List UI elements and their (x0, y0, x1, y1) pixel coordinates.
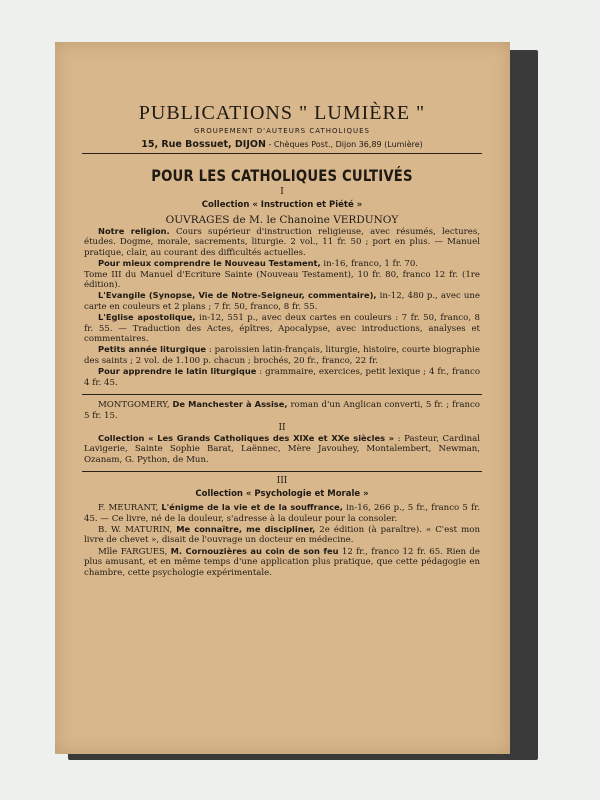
section-numeral-2: II (278, 422, 286, 433)
section-numeral-1: I (280, 187, 284, 197)
list-item: Petits année liturgique : paroissien latin-français, liturgie, histoire, courte biographie des saints ; 2 vol. de 1.100 p. chacun ; brochés, 20 fr., franco, 22 fr. (84, 344, 480, 366)
list-item: Pour mieux comprendre le Nouveau Testament, in-16, franco, 1 fr. 70. (98, 258, 419, 270)
section1-entries (82, 226, 482, 388)
list-item: F. MEURANT, L'énigme de la vie et de la souffrance, in-16, 266 p., 5 fr., franco 5 fr. 45. — Ce livre, né de la douleur, s'adresse à la douleur pour la consoler. (84, 502, 481, 524)
publisher-title: PUBLICATIONS " LUMIÈRE " (138, 102, 426, 124)
list-item: Pour apprendre le latin liturgique : grammaire, exercices, petit lexique ; 4 fr., franco 4 fr. 45. (84, 366, 481, 388)
ouvrages-heading: OUVRAGES de M. le Chanoine VERDUNOY (165, 214, 399, 226)
collection-title-1: Collection « Instruction et Piété » (201, 200, 363, 210)
list-item: Mlle FARGUES, M. Cornouzières au coin de son feu 12 fr., franco 12 fr. 65. Rien de plus amusant, et en même temps d'une application plus pratique, que cette pédagogie en chambre, cette psychologie expérimentale. (84, 545, 480, 578)
address-cheques: - Chèques Post., Dijon 36,89 (Lumière) (265, 140, 423, 149)
section-numeral-3: III (276, 476, 288, 487)
list-item: B. W. MATURIN, Me connaître, me discipliner, 2e édition (à paraître). « C'est mon livre de chevet », disait de l'ouvrage un docteur en médecine. (84, 523, 480, 546)
collection-title-3: Collection « Psychologie et Morale » (195, 489, 369, 500)
divider (82, 471, 482, 472)
publisher-subtitle: GROUPEMENT D'AUTEURS CATHOLIQUES (194, 127, 370, 135)
divider (82, 394, 482, 395)
list-item: Tome III du Manuel d'Ecriture Sainte (Nouveau Testament), 10 fr. 80, franco 12 fr. (1re édition). (84, 269, 480, 291)
catalog-page (82, 88, 482, 728)
address-street: 15, Rue Bossuet, DIJON (141, 139, 266, 150)
publisher-address (82, 139, 482, 154)
list-item: Collection « Les Grands Catholiques des XIXe et XXe siècles » : Pasteur, Cardinal Lavigerie, Sainte Sophie Barat, Laënnec, Mère Javouhey, Montalembert, Newman, Ozanam, G. Python, de Mun. (84, 432, 481, 465)
list-item: L'Evangile (Synopse, Vie de Notre-Seigneur, commentaire), in-12, 480 p., avec une carte en couleurs et 2 plans ; 7 fr. 50, franco, 8 fr. 55. (84, 290, 480, 312)
list-item: L'Eglise apostolique, in-12, 551 p., avec deux cartes en couleurs : 7 fr. 50, franco, 8 fr. 55. — Traduction des Actes, épîtres, Apocalypse, avec introductions, analyses et commentaires. (84, 312, 480, 345)
list-item: MONTGOMERY, De Manchester à Assise, roman d'un Anglican converti, 5 fr. ; franco 5 fr. 15. (84, 399, 480, 421)
list-item: Notre religion. Cours supérieur d'instruction religieuse, avec résumés, lectures, études. Dogme, morale, sacrements, liturgie. 2 vol., 11 fr. 50 ; port en plus. — Manuel pratique, clair, au courant des difficultés actuelles. (84, 226, 480, 258)
main-title: POUR LES CATHOLIQUES CULTIVÉS (151, 166, 413, 185)
